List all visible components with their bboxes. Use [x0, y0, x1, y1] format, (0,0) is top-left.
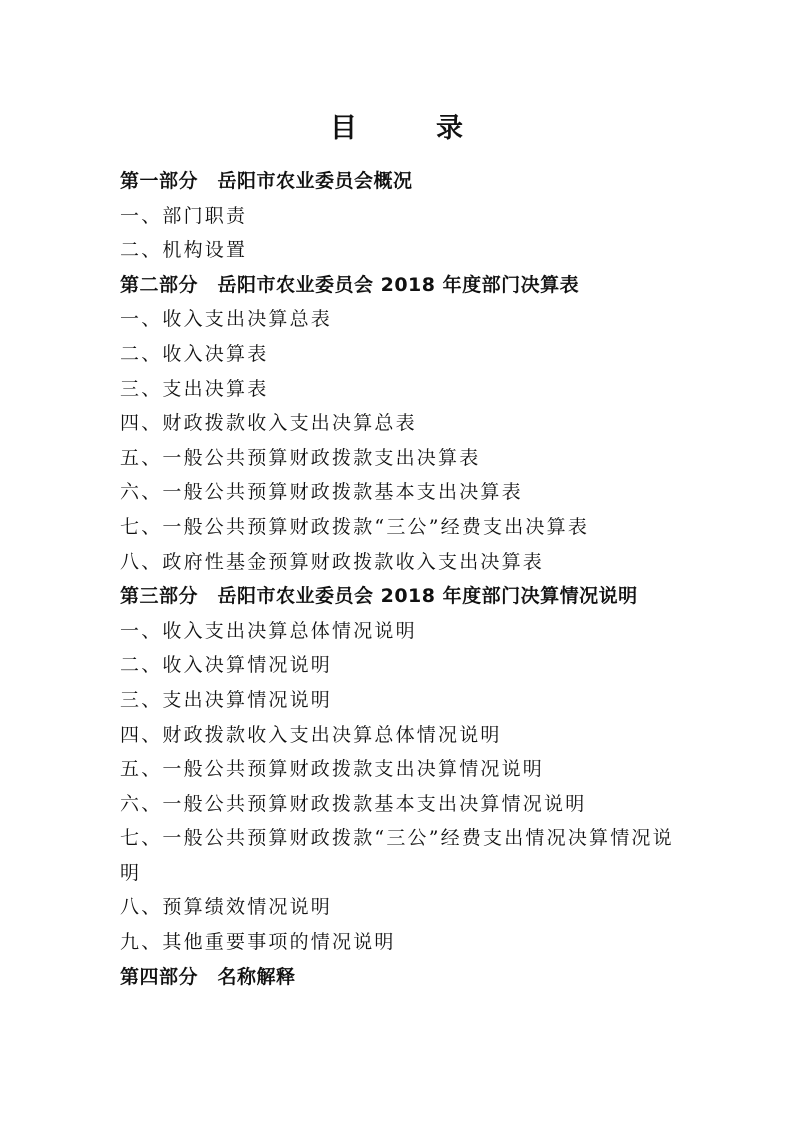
toc-item: 四、财政拨款收入支出决算总表	[120, 412, 417, 435]
toc-item: 五、一般公共预算财政拨款支出决算表	[120, 446, 481, 469]
toc-item: 二、收入决算表	[120, 342, 269, 365]
toc-item: 四、财政拨款收入支出决算总体情况说明	[120, 723, 502, 746]
toc-part-3: 第三部分 岳阳市农业委员会 2018 年度部门决算情况说明	[120, 585, 638, 608]
toc-item: 一、收入支出决算总体情况说明	[120, 619, 417, 642]
toc-item: 八、预算绩效情况说明	[120, 896, 333, 919]
toc-item: 九、其他重要事项的情况说明	[120, 931, 396, 954]
toc-item: 三、支出决算情况说明	[120, 688, 333, 711]
table-of-contents	[120, 164, 680, 994]
page-title: 目 录	[330, 113, 489, 144]
toc-item: 六、一般公共预算财政拨款基本支出决算表	[120, 481, 523, 504]
toc-item: 一、收入支出决算总表	[120, 308, 333, 331]
toc-item: 三、支出决算表	[120, 377, 269, 400]
toc-item: 六、一般公共预算财政拨款基本支出决算情况说明	[120, 792, 587, 815]
toc-item: 一、部门职责	[120, 204, 248, 227]
toc-item: 五、一般公共预算财政拨款支出决算情况说明	[120, 758, 545, 781]
toc-item: 二、收入决算情况说明	[120, 654, 333, 677]
toc-item: 八、政府性基金预算财政拨款收入支出决算表	[120, 550, 545, 573]
toc-item: 七、一般公共预算财政拨款“三公”经费支出情况决算情况说明	[120, 827, 674, 884]
toc-part-2: 第二部分 岳阳市农业委员会 2018 年度部门决算表	[120, 273, 580, 296]
toc-part-4: 第四部分 名称解释	[120, 965, 296, 988]
toc-part-1: 第一部分 岳阳市农业委员会概况	[120, 170, 413, 192]
toc-item: 七、一般公共预算财政拨款“三公”经费支出决算表	[120, 515, 590, 538]
toc-item: 二、机构设置	[120, 239, 248, 262]
